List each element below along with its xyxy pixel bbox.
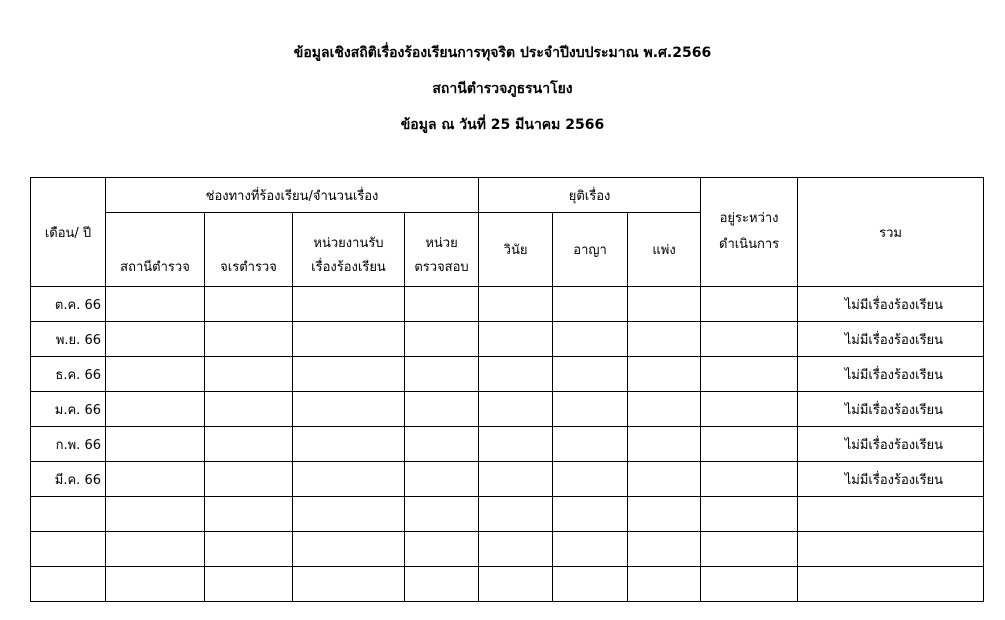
empty-cell: [479, 392, 553, 427]
resolved-group-header: ยุติเรื่อง: [479, 178, 701, 213]
empty-cell: [106, 392, 205, 427]
table-row: [31, 322, 984, 357]
channel-header-line2: เรื่องร้องเรียน: [311, 260, 386, 275]
report-title: ข้อมูลเชิงสถิติเรื่องร้องเรียนการทุจริต ประจำปีงบประมาณ พ.ศ.2566: [293, 45, 712, 61]
table-row: [31, 427, 984, 462]
complaint-statistics-table: [30, 177, 984, 602]
month-cell: [31, 532, 106, 567]
empty-cell: [553, 567, 628, 602]
empty-cell: [293, 497, 405, 532]
empty-cell: [479, 427, 553, 462]
empty-cell: [701, 357, 798, 392]
empty-cell: [553, 392, 628, 427]
total-cell: [798, 567, 984, 602]
total-cell: ไม่มีเรื่องร้องเรียน: [798, 462, 984, 497]
empty-cell: [553, 427, 628, 462]
empty-cell: [628, 392, 701, 427]
empty-cell: [293, 357, 405, 392]
empty-cell: [553, 322, 628, 357]
empty-cell: [405, 287, 479, 322]
empty-cell: [479, 322, 553, 357]
empty-cell: [106, 497, 205, 532]
channel-header-line1: หน่วยงานรับ: [313, 236, 384, 251]
table-row: [31, 462, 984, 497]
channel-header-receiving-agency: [293, 213, 405, 287]
total-cell: [798, 497, 984, 532]
table-body: [31, 287, 984, 602]
empty-cell: [205, 287, 293, 322]
empty-cell: [479, 532, 553, 567]
table-row: [31, 287, 984, 322]
empty-cell: [701, 497, 798, 532]
empty-cell: [106, 357, 205, 392]
resolved-header-criminal: อาญา: [553, 213, 628, 287]
empty-cell: [553, 462, 628, 497]
month-header: เดือน/ ปี: [31, 178, 106, 287]
total-header: รวม: [798, 178, 984, 287]
empty-cell: [628, 287, 701, 322]
channel-header-audit-unit: [405, 213, 479, 287]
empty-cell: [405, 357, 479, 392]
empty-cell: [405, 427, 479, 462]
empty-cell: [205, 567, 293, 602]
empty-cell: [701, 567, 798, 602]
in-progress-header-line2: ดำเนินการ: [719, 237, 780, 252]
empty-cell: [106, 322, 205, 357]
empty-cell: [293, 462, 405, 497]
total-cell: ไม่มีเรื่องร้องเรียน: [798, 357, 984, 392]
month-cell: ธ.ค. 66: [31, 357, 106, 392]
resolved-header-civil: แพ่ง: [628, 213, 701, 287]
data-date: ข้อมูล ณ วันที่ 25 มีนาคม 2566: [400, 117, 605, 133]
month-cell: ก.พ. 66: [31, 427, 106, 462]
month-cell: ม.ค. 66: [31, 392, 106, 427]
empty-cell: [479, 497, 553, 532]
empty-cell: [205, 462, 293, 497]
channel-header-police-inspector: [205, 213, 293, 287]
table-row: [31, 392, 984, 427]
channel-header-police-station: [106, 213, 205, 287]
empty-cell: [205, 532, 293, 567]
empty-cell: [701, 462, 798, 497]
empty-cell: [628, 357, 701, 392]
empty-cell: [405, 497, 479, 532]
empty-cell: [106, 532, 205, 567]
empty-cell: [628, 462, 701, 497]
empty-cell: [405, 462, 479, 497]
empty-cell: [205, 392, 293, 427]
empty-cell: [293, 392, 405, 427]
total-cell: ไม่มีเรื่องร้องเรียน: [798, 392, 984, 427]
table-row: [31, 567, 984, 602]
empty-cell: [205, 357, 293, 392]
empty-cell: [293, 532, 405, 567]
empty-cell: [628, 427, 701, 462]
channel-header-line1: จเรตำรวจ: [220, 260, 277, 275]
empty-cell: [405, 322, 479, 357]
empty-cell: [405, 567, 479, 602]
empty-cell: [205, 427, 293, 462]
total-cell: ไม่มีเรื่องร้องเรียน: [798, 427, 984, 462]
in-progress-header-line1: อยู่ระหว่าง: [719, 211, 779, 226]
empty-cell: [553, 287, 628, 322]
empty-cell: [628, 497, 701, 532]
empty-cell: [628, 532, 701, 567]
empty-cell: [293, 427, 405, 462]
empty-cell: [479, 462, 553, 497]
empty-cell: [405, 392, 479, 427]
channel-header-line2: ตรวจสอบ: [414, 260, 469, 275]
station-name: สถานีตำรวจภูธรนาโยง: [432, 81, 573, 97]
empty-cell: [553, 532, 628, 567]
table-row: [31, 357, 984, 392]
empty-cell: [701, 392, 798, 427]
month-cell: [31, 567, 106, 602]
table-row: [31, 532, 984, 567]
empty-cell: [205, 322, 293, 357]
total-cell: ไม่มีเรื่องร้องเรียน: [798, 322, 984, 357]
empty-cell: [628, 322, 701, 357]
empty-cell: [479, 567, 553, 602]
empty-cell: [405, 532, 479, 567]
empty-cell: [479, 287, 553, 322]
empty-cell: [701, 287, 798, 322]
empty-cell: [293, 322, 405, 357]
empty-cell: [553, 357, 628, 392]
empty-cell: [628, 567, 701, 602]
channels-group-header: ช่องทางที่ร้องเรียน/จำนวนเรื่อง: [106, 178, 479, 213]
month-cell: พ.ย. 66: [31, 322, 106, 357]
empty-cell: [479, 357, 553, 392]
resolved-header-discipline: วินัย: [479, 213, 553, 287]
empty-cell: [205, 497, 293, 532]
empty-cell: [293, 287, 405, 322]
empty-cell: [293, 567, 405, 602]
channel-header-line1: หน่วย: [425, 236, 458, 251]
empty-cell: [106, 287, 205, 322]
month-cell: มี.ค. 66: [31, 462, 106, 497]
total-cell: [798, 532, 984, 567]
empty-cell: [106, 427, 205, 462]
in-progress-header: [701, 178, 798, 287]
empty-cell: [106, 462, 205, 497]
month-cell: [31, 497, 106, 532]
table-row: [31, 497, 984, 532]
empty-cell: [553, 497, 628, 532]
month-cell: ต.ค. 66: [31, 287, 106, 322]
empty-cell: [701, 427, 798, 462]
empty-cell: [701, 322, 798, 357]
empty-cell: [701, 532, 798, 567]
empty-cell: [106, 567, 205, 602]
total-cell: ไม่มีเรื่องร้องเรียน: [798, 287, 984, 322]
channel-header-line1: สถานีตำรวจ: [120, 260, 190, 275]
